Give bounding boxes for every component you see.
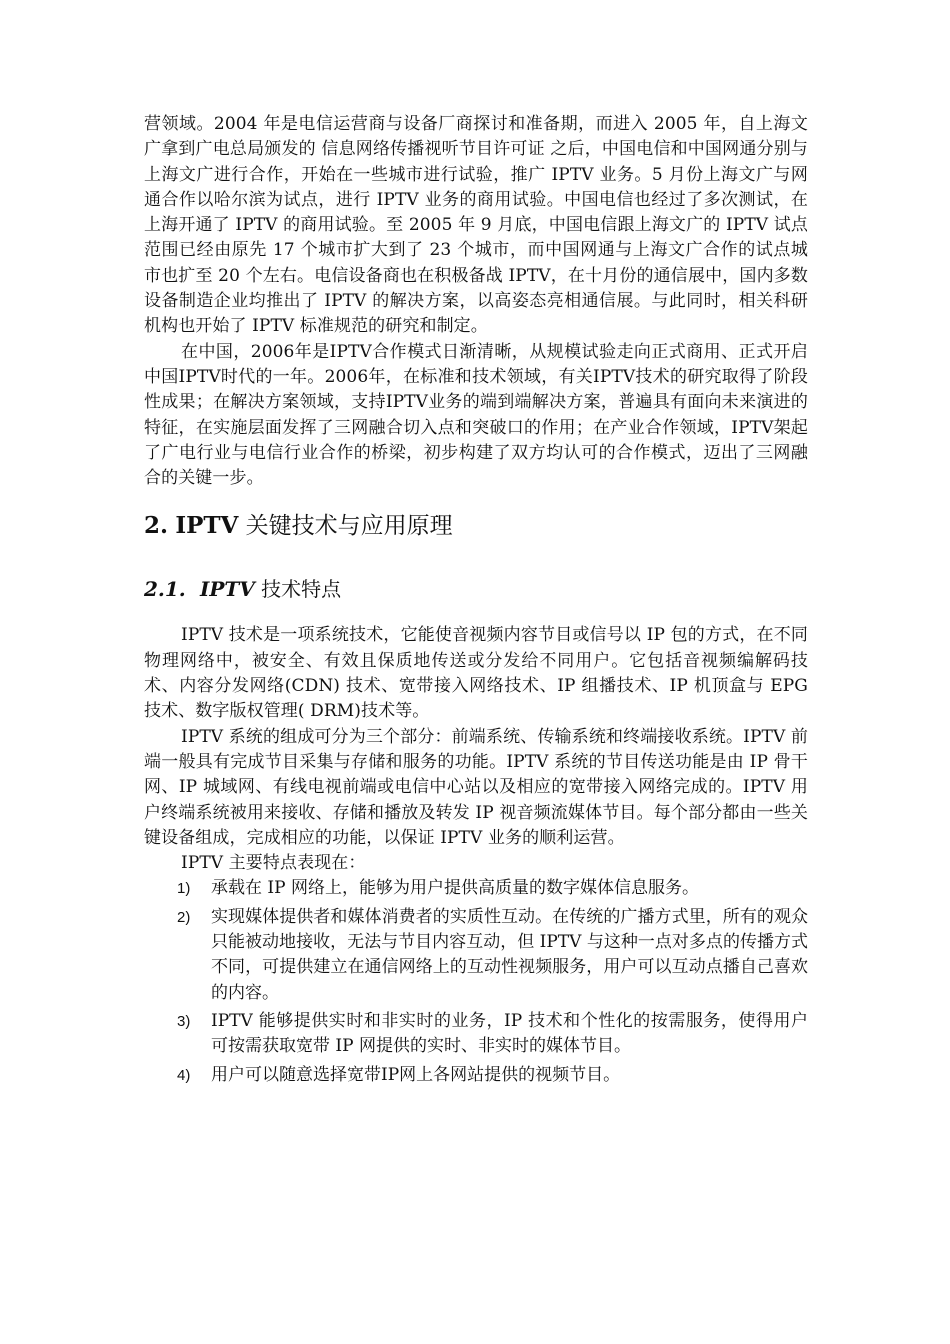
- list-marker: 4): [177, 1066, 191, 1084]
- tech-paragraph-1: IPTV 技术是一项系统技术，它能使音视频内容节目或信号以 IP 包的方式，在不同物理网络中，被安全、有效且保质地传送或分发给不同用户。它包括音视频编解码技术、内容分发网络(CDN) 技术、宽带接入网络技术、IP 组播技术、IP 机顶盒与 EPG 技术、数字版权管理( DRM)技术等。: [144, 625, 808, 722]
- section-2-1-number: 2.1.: [144, 577, 186, 602]
- list-item: [144, 1009, 808, 1060]
- list-marker: 1): [177, 880, 191, 898]
- list-item: [144, 876, 808, 901]
- intro-paragraph-1: 营领域。2004 年是电信运营商与设备厂商探讨和准备期，而进入 2005 年，自上海文广拿到广电总局颁发的 信息网络传播视听节目许可证 之后，中国电信和中国网通分别与上海文广进行合作，开始在一些城市进行试验，推广 IPTV 业务。5 月份上海文广与网通合作以哈尔滨为试点，进行 IPTV 业务的商用试验。中国电信也经过了多次测试，在上海开通了 IPTV 的商用试验。至 2005 年 9 月底，中国电信跟上海文广的 IPTV 试点范围已经由原先 17 个城市扩大到了 23 个城市，而中国网通与上海文广合作的试点城市也扩至 20 个左右。电信设备商也在积极备战 IPTV，在十月份的通信展中，国内多数设备制造企业均推出了 IPTV 的解决方案，以高姿态亮相通信展。与此同时，相关科研机构也开始了 IPTV 标准规范的研究和制定。: [144, 114, 808, 337]
- intro-paragraph-2: 在中国，2006年是IPTV合作模式日渐清晰，从规模试验走向正式商用、正式开启中国IPTV时代的一年。2006年，在标准和技术领域，有关IPTV技术的研究取得了阶段性成果；在解决方案领域，支持IPTV业务的端到端解决方案，普遍具有面向未来演进的特征，在实施层面发挥了三网融合切入点和突破口的作用；在产业合作领域，IPTV架起了广电行业与电信行业合作的桥梁，初步构建了双方均认可的合作模式，迈出了三网融合的关键一步。: [144, 341, 808, 489]
- list-marker: 2): [177, 908, 191, 926]
- list-item: [144, 1063, 808, 1088]
- list-marker: 3): [177, 1012, 191, 1030]
- list-item-text: IPTV 能够提供实时和非实时的业务，IP 技术和个性化的按需服务，使得用户可按需获取宽带 IP 网提供的实时、非实时的媒体节目。: [211, 1010, 808, 1057]
- features-list: [144, 876, 808, 1087]
- features-intro: IPTV 主要特点表现在：: [181, 853, 366, 874]
- list-item-text: 实现媒体提供者和媒体消费者的实质性互动。在传统的广播方式里，所有的观众只能被动地接收，无法与节目内容互动，但 IPTV 与这种一点对多点的传播方式不同，可提供建立在通信网络上的互动性视频服务，用户可以互动点播自己喜欢的内容。: [211, 906, 808, 1003]
- section-2-heading: [144, 511, 808, 541]
- list-item-text: 承载在 IP 网络上，能够为用户提供高质量的数字媒体信息服务。: [211, 878, 699, 899]
- tech-paragraph-2: IPTV 系统的组成可分为三个部分：前端系统、传输系统和终端接收系统。IPTV 前端一般具有完成节目采集与存储和服务的功能。IPTV 系统的节目传送功能是由 IP 骨干网、IP 城域网、有线电视前端或电信中心站以及相应的宽带接入网络完成的。IPTV 用户终端系统被用来接收、存储和播放及转发 IP 视音频流媒体节目。每个部分都由一些关键设备组成，完成相应的功能，以保证 IPTV 业务的顺利运营。: [144, 726, 808, 848]
- section-2-title: 关键技术与应用原理: [238, 513, 453, 540]
- section-2-number: 2.: [144, 512, 169, 540]
- document-page: [144, 112, 808, 1091]
- list-item: [144, 905, 808, 1006]
- section-2-1-title-latin: IPTV: [200, 577, 255, 602]
- section-2-1-heading: [144, 575, 808, 603]
- list-item-text: 用户可以随意选择宽带IP网上各网站提供的视频节目。: [211, 1064, 621, 1085]
- section-2-1-title: 技术特点: [254, 577, 342, 602]
- section-2-title-latin: IPTV: [175, 512, 239, 540]
